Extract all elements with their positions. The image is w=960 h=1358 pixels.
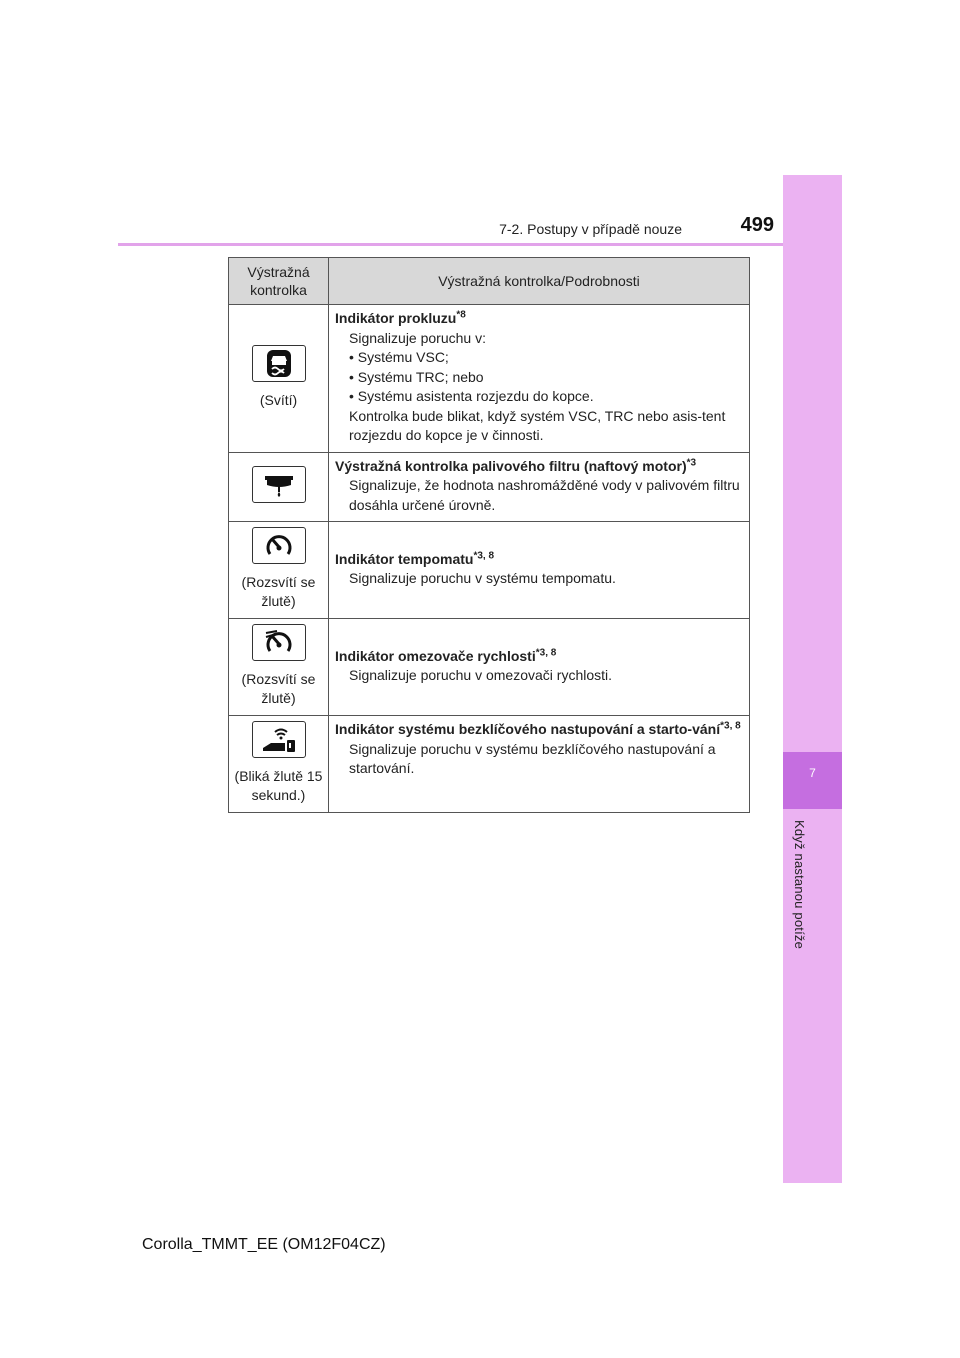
row-note: Kontrolka bude blikat, když systém VSC, TRC nebo asis-tent rozjezdu do kopce je v činnosti. <box>349 407 726 443</box>
description-cell <box>329 452 750 522</box>
table-header-row <box>229 258 750 305</box>
fuel-filter-warning-icon <box>252 466 306 503</box>
row-title: Indikátor prokluzu <box>335 310 457 326</box>
description-cell <box>329 619 750 716</box>
speed-limiter-indicator-icon <box>252 624 306 661</box>
list-item: • Systému TRC; nebo <box>349 368 484 385</box>
row-intro: Signalizuje poruchu v systému bezklíčového nastupování a startování. <box>349 740 716 776</box>
list-item: • Systému VSC; <box>349 349 449 365</box>
column-header-details: Výstražná kontrolka/Podrobnosti <box>329 258 750 305</box>
footnote-ref: *3 <box>686 456 697 468</box>
icon-caption: (Bliká žlutě 15 sekund.) <box>234 768 323 803</box>
row-title: Indikátor systému bezklíčového nastupování a starto-vání <box>335 721 721 737</box>
row-intro: Signalizuje, že hodnota nashromážděné vody v palivovém filtru dosáhla určené úrovně. <box>349 477 740 513</box>
page-number: 499 <box>740 214 774 236</box>
row-title: Indikátor omezovače rychlosti <box>335 647 536 664</box>
chapter-tab-marker <box>783 752 842 809</box>
table-row <box>229 305 750 453</box>
table-row <box>229 716 750 813</box>
table-row <box>229 619 750 716</box>
row-title: Výstražná kontrolka palivového filtru (naftový motor) <box>335 457 687 474</box>
description-cell <box>329 716 750 813</box>
footnote-ref: *3, 8 <box>720 720 741 732</box>
icon-caption: (Rozsvítí se žlutě) <box>241 574 316 609</box>
chapter-side-tab <box>783 175 842 1183</box>
description-cell <box>329 522 750 619</box>
footnote-ref: *3, 8 <box>473 549 495 561</box>
chapter-title: Když nastanou potíže <box>792 820 807 950</box>
header-rule <box>118 243 783 246</box>
row-title: Indikátor tempomatu <box>335 550 474 567</box>
icon-cell <box>229 716 329 813</box>
row-intro: Signalizuje poruchu v omezovači rychlosti. <box>349 667 613 683</box>
column-header-light: Výstražná kontrolka <box>229 258 329 305</box>
chapter-number: 7 <box>809 766 816 780</box>
footnote-ref: *3, 8 <box>535 646 557 658</box>
table-row <box>229 522 750 619</box>
section-title: 7-2. Postupy v případě nouze <box>499 221 682 237</box>
icon-cell <box>229 619 329 716</box>
footnote-ref: *8 <box>456 309 466 321</box>
icon-cell <box>229 305 329 453</box>
row-intro: Signalizuje poruchu v: <box>349 329 486 346</box>
icon-cell <box>229 452 329 522</box>
list-item: • Systému asistenta rozjezdu do kopce. <box>349 388 594 404</box>
table-row <box>229 452 750 522</box>
description-cell <box>329 305 750 453</box>
cruise-control-indicator-icon <box>252 527 306 564</box>
row-intro: Signalizuje poruchu v systému tempomatu. <box>349 570 616 586</box>
warning-lights-table <box>228 257 750 813</box>
icon-caption: (Svítí) <box>259 391 298 408</box>
smart-entry-start-indicator-icon <box>252 721 306 758</box>
document-footer: Corolla_TMMT_EE (OM12F04CZ) <box>142 1236 386 1253</box>
icon-caption: (Rozsvítí se žlutě) <box>241 671 316 706</box>
slip-indicator-icon <box>252 345 306 382</box>
icon-cell <box>229 522 329 619</box>
